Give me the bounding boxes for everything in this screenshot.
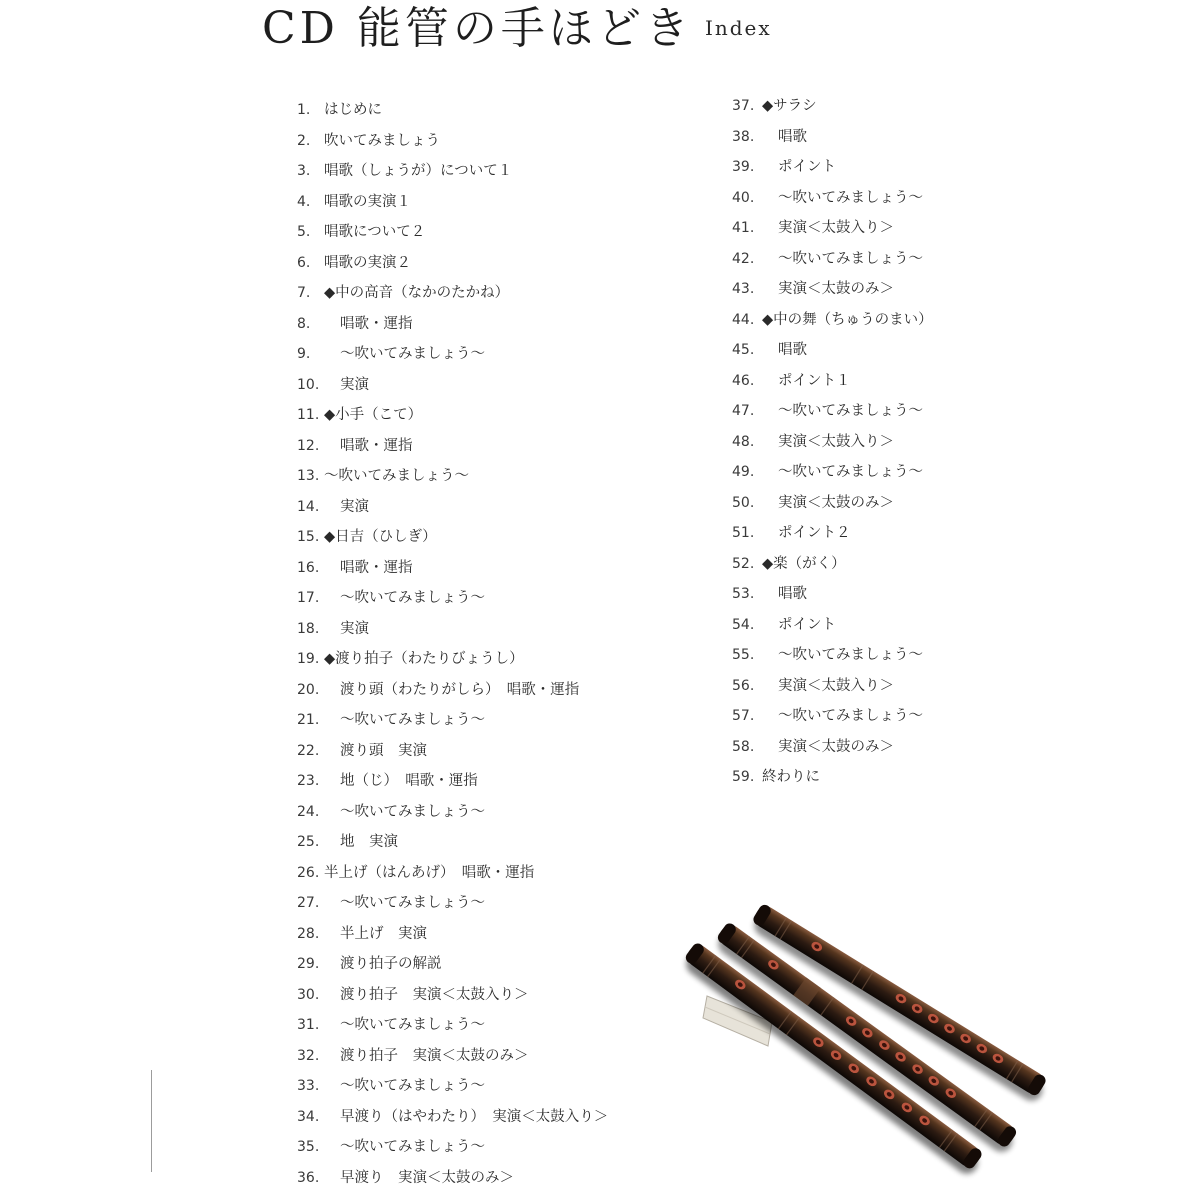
track-title: ◆楽（がく） (762, 555, 846, 572)
track-number: 20. (297, 681, 320, 698)
index-item (297, 1071, 697, 1102)
index-item (732, 396, 1092, 427)
track-number: 24. (297, 803, 320, 820)
track-number: 8. (297, 315, 311, 332)
index-item (297, 217, 697, 248)
track-number: 15. (297, 529, 320, 545)
track-title: 唱歌（しょうが）について１ (324, 163, 513, 179)
track-number: 30. (297, 986, 320, 1003)
index-item (297, 949, 697, 980)
track-title: 唱歌・運指 (340, 315, 413, 332)
track-title: 半上げ 実演 (340, 925, 427, 942)
track-number: 49. (732, 464, 755, 480)
track-title: 渡り頭（わたりがしら） 唱歌・運指 (340, 681, 580, 698)
track-number: 50. (732, 494, 755, 511)
track-number: 34. (297, 1108, 320, 1125)
track-title: 渡り頭 実演 (340, 742, 427, 759)
track-title: 〜吹いてみましょう〜 (324, 468, 469, 484)
track-title: 〜吹いてみましょう〜 (340, 712, 485, 728)
track-number: 5. (297, 224, 311, 240)
index-list-left (297, 95, 697, 1193)
page-title (262, 0, 772, 57)
track-title: 〜吹いてみましょう〜 (340, 590, 485, 606)
track-number: 3. (297, 163, 311, 179)
track-number: 37. (732, 98, 755, 114)
track-title: 終わりに (762, 769, 820, 785)
index-item (732, 91, 1092, 122)
track-title: 実演＜太鼓のみ＞ (778, 738, 894, 755)
track-number: 41. (732, 220, 755, 236)
track-title: 〜吹いてみましょう〜 (778, 647, 923, 663)
track-number: 2. (297, 132, 311, 149)
index-item (297, 126, 697, 157)
track-number: 51. (732, 525, 755, 541)
index-item (297, 644, 697, 675)
index-item (297, 156, 697, 187)
track-title: 〜吹いてみましょう〜 (778, 403, 923, 419)
index-item (297, 858, 697, 889)
track-title: 〜吹いてみましょう〜 (340, 803, 485, 820)
track-number: 29. (297, 956, 320, 972)
track-title: 渡り拍子 実演＜太鼓のみ＞ (340, 1047, 529, 1064)
index-item (732, 366, 1092, 397)
track-title: 実演＜太鼓入り＞ (778, 433, 894, 450)
track-title: 唱歌の実演１ (324, 193, 411, 210)
index-item (297, 614, 697, 645)
index-item (297, 583, 697, 614)
track-number: 22. (297, 742, 320, 759)
track-title: 〜吹いてみましょう〜 (340, 1078, 485, 1094)
track-number: 1. (297, 102, 311, 118)
index-item (297, 705, 697, 736)
index-item (297, 95, 697, 126)
track-number: 46. (732, 372, 755, 389)
index-item (732, 457, 1092, 488)
track-title: 〜吹いてみましょう〜 (778, 708, 923, 724)
track-title: はじめに (324, 102, 382, 118)
track-title: 実演 (340, 376, 369, 393)
track-number: 4. (297, 193, 311, 210)
index-item (732, 518, 1092, 549)
track-number: 14. (297, 498, 320, 515)
track-number: 42. (732, 250, 755, 267)
index-item (732, 732, 1092, 763)
track-number: 13. (297, 468, 320, 484)
track-title: ◆サラシ (762, 98, 817, 114)
track-title: 唱歌 (778, 342, 807, 358)
index-item (297, 492, 697, 523)
track-title: 早渡り（はやわたり） 実演＜太鼓入り＞ (340, 1108, 609, 1125)
index-item (732, 335, 1092, 366)
index-item (297, 248, 697, 279)
track-number: 17. (297, 590, 320, 606)
track-number: 27. (297, 895, 320, 911)
track-title: 早渡り 実演＜太鼓のみ＞ (340, 1169, 514, 1186)
track-number: 47. (732, 403, 755, 419)
track-title: 吹いてみましょう (324, 132, 440, 149)
track-title: 唱歌・運指 (340, 437, 413, 454)
track-title: 〜吹いてみましょう〜 (778, 189, 923, 206)
index-item (732, 549, 1092, 580)
index-item (732, 305, 1092, 336)
track-number: 21. (297, 712, 320, 728)
track-title: 唱歌 (778, 128, 807, 145)
track-title: 地（じ） 唱歌・運指 (340, 773, 478, 789)
track-title: 地 実演 (340, 834, 398, 850)
track-number: 6. (297, 254, 311, 271)
index-item (297, 1010, 697, 1041)
index-item (297, 370, 697, 401)
track-number: 56. (732, 677, 755, 694)
title-index-label: Index (704, 16, 772, 40)
index-item (732, 427, 1092, 458)
track-number: 33. (297, 1078, 320, 1094)
track-number: 59. (732, 769, 755, 785)
track-title: ポイント１ (778, 372, 851, 389)
track-title: 唱歌・運指 (340, 559, 413, 576)
index-item (297, 827, 697, 858)
track-number: 19. (297, 651, 320, 667)
track-title: ◆中の舞（ちゅうのまい） (762, 311, 933, 328)
track-title: 〜吹いてみましょう〜 (778, 250, 923, 267)
track-title: 〜吹いてみましょう〜 (340, 346, 485, 362)
track-number: 23. (297, 773, 320, 789)
track-title: 実演＜太鼓のみ＞ (778, 494, 894, 511)
track-title: 実演＜太鼓入り＞ (778, 677, 894, 694)
margin-rule (151, 1070, 152, 1172)
index-item (297, 187, 697, 218)
track-number: 11. (297, 407, 320, 423)
track-number: 26. (297, 864, 320, 881)
track-number: 43. (732, 281, 755, 297)
index-item (297, 736, 697, 767)
track-title: 実演＜太鼓のみ＞ (778, 281, 894, 297)
index-item (297, 797, 697, 828)
track-title: 〜吹いてみましょう〜 (340, 895, 485, 911)
index-item (297, 1041, 697, 1072)
track-number: 16. (297, 559, 320, 576)
track-number: 12. (297, 437, 320, 454)
track-number: 52. (732, 555, 755, 572)
track-title: ポイント (778, 616, 836, 633)
index-item (732, 152, 1092, 183)
index-item (732, 244, 1092, 275)
track-number: 57. (732, 708, 755, 724)
track-title: ポイント (778, 159, 836, 175)
track-number: 7. (297, 285, 311, 301)
title-main: CD 能管の手ほどき (262, 3, 693, 54)
index-item (732, 610, 1092, 641)
track-title: 〜吹いてみましょう〜 (340, 1139, 485, 1155)
track-title: 渡り拍子の解説 (340, 956, 442, 972)
index-item (297, 400, 697, 431)
index-item (297, 278, 697, 309)
index-item (297, 919, 697, 950)
index-item (732, 671, 1092, 702)
nohkan-flutes-photo (680, 895, 1060, 1190)
track-number: 54. (732, 616, 755, 633)
index-item (297, 522, 697, 553)
track-number: 25. (297, 834, 320, 850)
index-item (732, 213, 1092, 244)
track-number: 32. (297, 1047, 320, 1064)
index-item (297, 461, 697, 492)
track-title: 〜吹いてみましょう〜 (778, 464, 923, 480)
track-number: 35. (297, 1139, 320, 1155)
index-item (297, 980, 697, 1011)
track-number: 31. (297, 1017, 320, 1033)
track-number: 9. (297, 346, 311, 362)
index-item (732, 122, 1092, 153)
track-title: 唱歌 (778, 586, 807, 602)
track-title: ◆日吉（ひしぎ） (324, 529, 437, 545)
index-item (297, 339, 697, 370)
track-number: 36. (297, 1169, 320, 1186)
index-item (297, 1102, 697, 1133)
track-title: 〜吹いてみましょう〜 (340, 1017, 485, 1033)
track-number: 44. (732, 311, 755, 328)
track-title: 唱歌について２ (324, 224, 426, 240)
track-number: 18. (297, 620, 320, 637)
track-title: 渡り拍子 実演＜太鼓入り＞ (340, 986, 529, 1003)
track-number: 38. (732, 128, 755, 145)
index-item (297, 1132, 697, 1163)
track-number: 58. (732, 738, 755, 755)
index-item (732, 640, 1092, 671)
track-number: 48. (732, 433, 755, 450)
track-number: 53. (732, 586, 755, 602)
track-title: 実演＜太鼓入り＞ (778, 220, 894, 236)
track-title: ポイント２ (778, 525, 851, 541)
index-item (732, 274, 1092, 305)
index-item (297, 675, 697, 706)
track-number: 45. (732, 342, 755, 358)
index-item (297, 553, 697, 584)
track-number: 55. (732, 647, 755, 663)
track-title: ◆中の高音（なかのたかね） (324, 285, 510, 301)
index-item (297, 1163, 697, 1194)
index-item (297, 888, 697, 919)
index-item (297, 309, 697, 340)
track-title: ◆小手（こて） (324, 407, 423, 423)
track-number: 10. (297, 376, 320, 393)
track-number: 39. (732, 159, 755, 175)
track-title: 実演 (340, 620, 369, 637)
index-item (732, 701, 1092, 732)
index-item (732, 183, 1092, 214)
track-number: 40. (732, 189, 755, 206)
index-item (297, 431, 697, 462)
index-item (732, 579, 1092, 610)
index-item (297, 766, 697, 797)
track-title: 半上げ（はんあげ） 唱歌・運指 (324, 864, 535, 881)
track-number: 28. (297, 925, 320, 942)
index-list-right (732, 91, 1092, 793)
track-title: 唱歌の実演２ (324, 254, 411, 271)
track-title: 実演 (340, 498, 369, 515)
track-title: ◆渡り拍子（わたりびょうし） (324, 651, 524, 667)
index-item (732, 488, 1092, 519)
index-item (732, 762, 1092, 793)
